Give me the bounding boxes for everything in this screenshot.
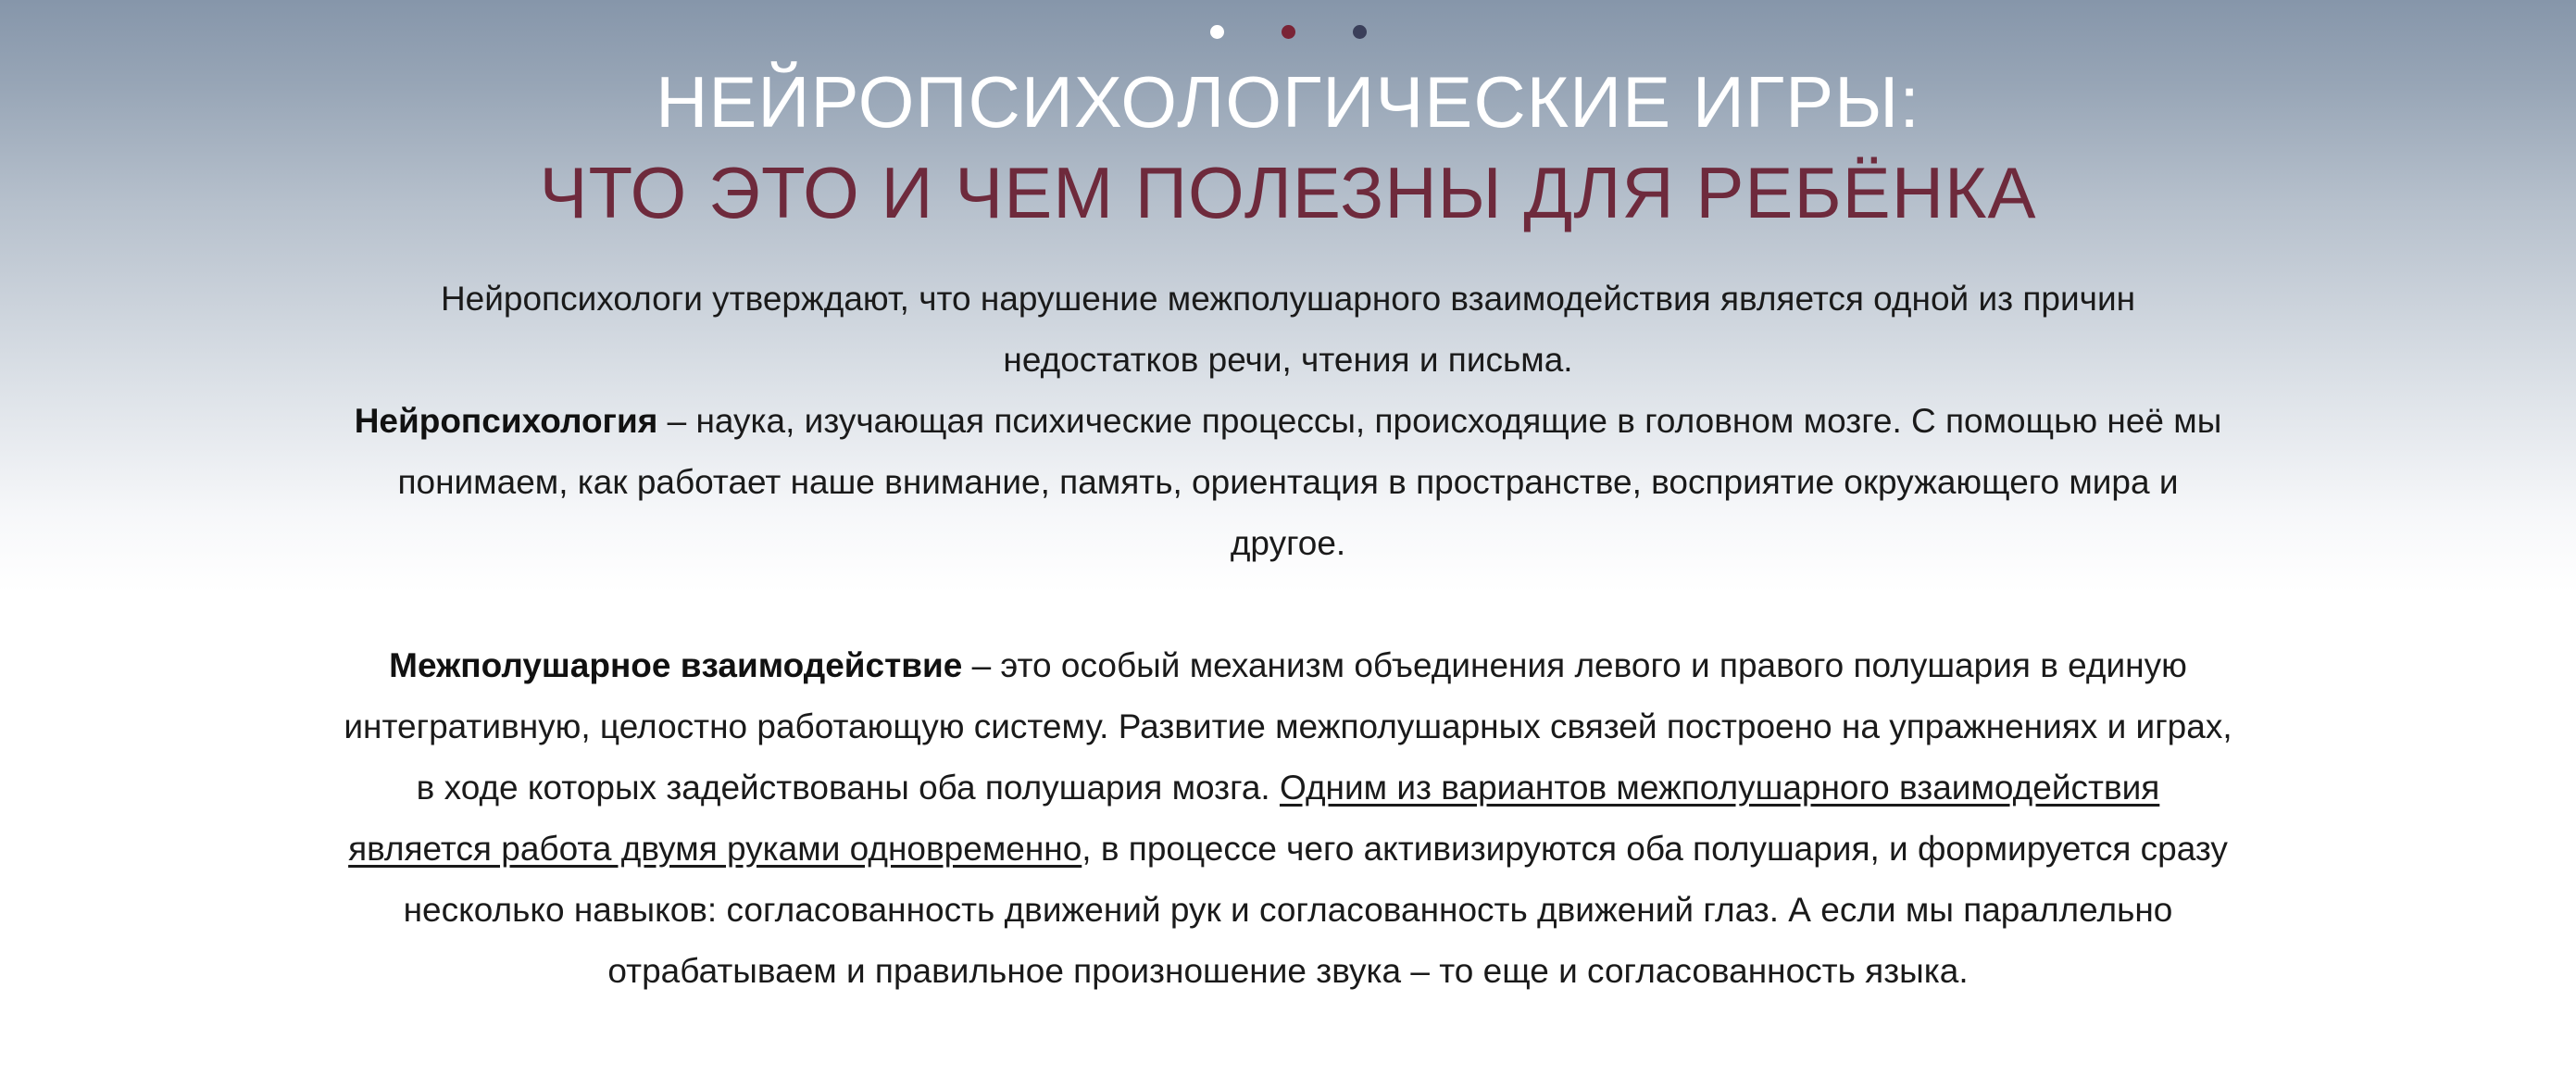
pager-dot-1[interactable] xyxy=(1210,25,1224,39)
neuropsychology-text: – наука, изучающая психические процессы, происходящие в головном мозге. С помощью неё мы понимаем, как работает наше внимание, память, ориентация в пространстве, восприятие окружающего мира и другое. xyxy=(397,402,2222,562)
neuropsychology-term: Нейропсихология xyxy=(354,402,658,440)
article-body xyxy=(344,269,2232,1002)
page-title-line-1: НЕЙРОПСИХОЛОГИЧЕСКИЕ ИГРЫ: xyxy=(656,61,1920,143)
pager-dot-3[interactable] xyxy=(1353,25,1367,39)
intro-paragraph xyxy=(344,269,2232,391)
two-hands-link[interactable]: Одним из вариантов межполушарного взаимодействия является работа двумя руками одновременно xyxy=(348,769,2160,868)
interhemispheric-term: Межполушарное взаимодействие xyxy=(389,646,963,684)
paragraph-spacer xyxy=(344,574,2232,635)
neuropsychology-definition xyxy=(344,391,2232,574)
intro-text: Нейропсихологи утверждают, что нарушение межполушарного взаимодействия является одной из причин недостатков речи, чтения и письма. xyxy=(440,280,2136,379)
interhemispheric-text-after-link: , в процессе чего активизируются оба полушария, и формируется сразу несколько навыков: согласованность движений рук и согласованность движений глаз. А если мы параллельно отрабатываем и правильное произношение звука – то еще и согласованность языка. xyxy=(403,830,2228,990)
interhemispheric-text-before-link: – это особый механизм объединения левого и правого полушария в единую интегративную, целостно работающую систему. Развитие межполушарных связей построено на упражнениях и играх, в ходе которых задействованы оба полушария мозга. xyxy=(344,646,2232,807)
interhemispheric-definition xyxy=(344,635,2232,1002)
pager-dot-2-active[interactable] xyxy=(1282,25,1295,39)
slide-pager xyxy=(0,25,2576,42)
page-title-line-2: ЧТО ЭТО И ЧЕМ ПОЛЕЗНЫ ДЛЯ РЕБЁНКА xyxy=(539,152,2037,233)
